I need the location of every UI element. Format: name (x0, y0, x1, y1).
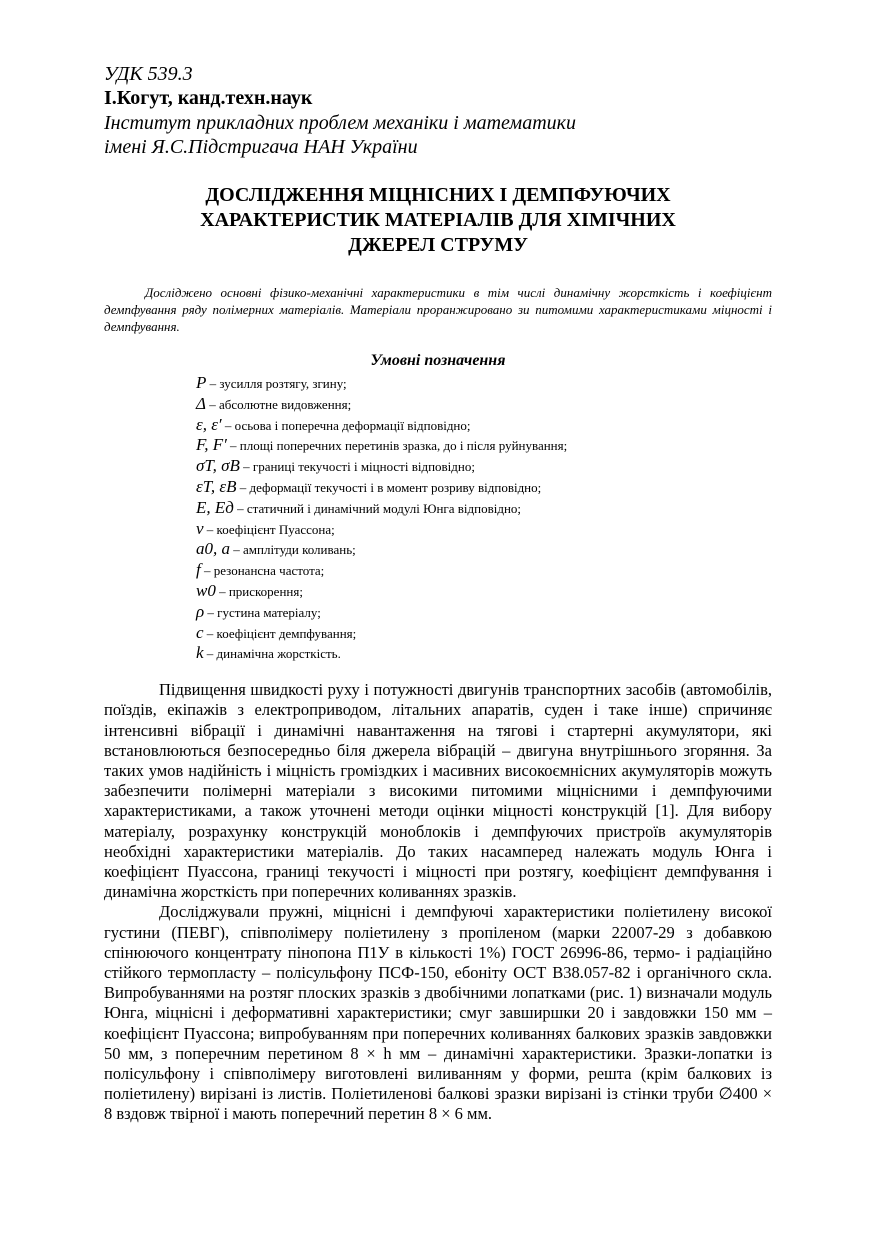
notation-symbol: ν (196, 518, 204, 538)
notation-symbol: ε, ε′ (196, 414, 222, 434)
title-line-1: ДОСЛІДЖЕННЯ МІЦНІСНИХ І ДЕМПФУЮЧИХ (205, 184, 671, 206)
notation-item (196, 415, 772, 436)
notation-description: – границі текучості і міцності відповідно; (239, 459, 475, 475)
notation-symbol: σT, σB (196, 456, 240, 476)
notation-description: – амплітуди коливань; (230, 542, 356, 558)
notation-symbol: ρ (196, 601, 205, 621)
paper-title (104, 183, 772, 258)
notation-description: – статичний і динамічний модулі Юнга відповідно; (233, 500, 522, 516)
notation-item (196, 560, 772, 581)
notation-symbol: f (196, 560, 201, 580)
notation-symbol: k (196, 643, 204, 663)
notation-heading: Умовні позначення (370, 352, 506, 369)
notation-description: – густина матеріалу; (204, 604, 321, 620)
notation-item (196, 643, 772, 664)
notation-item (196, 581, 772, 602)
notation-item (196, 477, 772, 498)
notation-description: – резонансна частота; (200, 563, 325, 579)
notation-description: – коефіцієнт Пуассона; (203, 521, 335, 537)
notation-list (196, 373, 772, 664)
notation-symbol: P (196, 373, 207, 392)
institute-line-2: імені Я.С.Підстригача НАН України (104, 136, 418, 158)
notation-description: – площі поперечних перетинів зразка, до і після руйнування; (226, 438, 568, 454)
institute-line-1: Інститут прикладних проблем механіки і математики (104, 112, 576, 134)
notation-item (196, 623, 772, 644)
notation-symbol: a0, a (196, 539, 230, 559)
notation-description: – динамічна жорсткість. (203, 646, 341, 662)
notation-symbol: E, Eд (196, 497, 234, 517)
udk-code: УДК 539.3 (104, 63, 193, 85)
notation-description: – коефіцієнт демпфування; (203, 625, 357, 641)
notation-description: – прискорення; (215, 583, 303, 599)
notation-item (196, 373, 772, 394)
notation-symbol: w0 (196, 580, 216, 600)
notation-symbol: εT, εB (196, 476, 237, 496)
notation-symbol: F, F′ (196, 435, 227, 455)
notation-item (196, 498, 772, 519)
notation-description: – абсолютне видовження; (205, 396, 352, 412)
notation-symbol: Δ (196, 393, 206, 413)
body-text (104, 680, 772, 1124)
body-paragraph-1: Підвищення швидкості руху і потужності двигунів транспортних засобів (автомобілів, поїздів, екіпажів з електроприводом, літальних апаратів, суден і таке інше) спричиняє інтенсивні вібрації і динамічні навантаження на тягові і стартерні акумулятори, які встановлюються безпосередньо біля джерела вібрацій – двигуна внутрішнього згоряння. За таких умов надійність і міцність громіздких і масивних високоємнісних акумуляторів можуть забезпечити полімерні матеріали з високими питомими міцнісними і демпфуючими характеристиками, а також уточнені методи оцінки міцності конструкцій [1]. Для вибору матеріалу, розрахунку конструкцій моноблоків і демпфуючих пристроїв акумуляторів необхідні характеристики матеріалів. До таких насамперед належать модуль Юнга і коефіцієнт Пуассона, границі текучості і міцності при розтягу, коефіцієнт демпфування і динамічна жорсткість при поперечних коливаннях зразків. (104, 680, 772, 902)
title-line-2: ХАРАКТЕРИСТИК МАТЕРІАЛІВ ДЛЯ ХІМІЧНИХ (200, 209, 676, 231)
notation-item (196, 602, 772, 623)
body-paragraph-2: Досліджували пружні, міцнісні і демпфуючі характеристики поліетилену високої густини (ПЕВГ), співполімеру поліетилену з пропіленом (марки 22007-29 з добавкою спінюючого концентрату пінопона П1У в кількості 1%) ГОСТ 26996-86, термо- і радіаційно стійкого термопласту – полісульфону ПСФ-150, ебоніту ОСТ В38.057-82 і органічного скла. Випробуваннями на розтяг плоских зразків з двобічними лопатками (рис. 1) визначали модуль Юнга, міцнісні і деформативні характеристики; смуг завширшки 20 і завдовжки 150 мм – коефіцієнт Пуассона; випробуванням при поперечних коливаннях балкових зразків завдовжки 50 мм, з поперечним перетином 8 × h мм – динамічні характеристики. Зразки-лопатки із полісульфону і співполімеру виготовлені виливанням у форми, решта (крім балкових із поліетилену) вирізані із листів. Поліетиленові балкові зразки вирізані із стінки труби ∅400 × 8 вздовж твірної і мають поперечний перетин 8 × 6 мм. (104, 902, 772, 1124)
notation-item (196, 519, 772, 540)
document-page (104, 62, 772, 1125)
notation-item (196, 435, 772, 456)
notation-description: – осьова і поперечна деформації відповідно; (221, 417, 471, 433)
title-line-3: ДЖЕРЕЛ СТРУМУ (348, 234, 528, 256)
notation-symbol: c (196, 622, 204, 642)
notation-item (196, 539, 772, 560)
author-line: І.Когут, канд.техн.наук (104, 87, 313, 109)
notation-description: – зусилля розтягу, згину; (206, 376, 347, 391)
notation-description: – деформації текучості і в момент розриву відповідно; (236, 479, 542, 495)
abstract: Досліджено основні фізико-механічні характеристики в тім числі динамічну жорсткість і коефіцієнт демпфування ряду полімерних матеріалів. Матеріали проранжировано зи питомими характеристиками міцності і демпфування. (104, 285, 772, 334)
notation-item (196, 456, 772, 477)
notation-item (196, 394, 772, 415)
